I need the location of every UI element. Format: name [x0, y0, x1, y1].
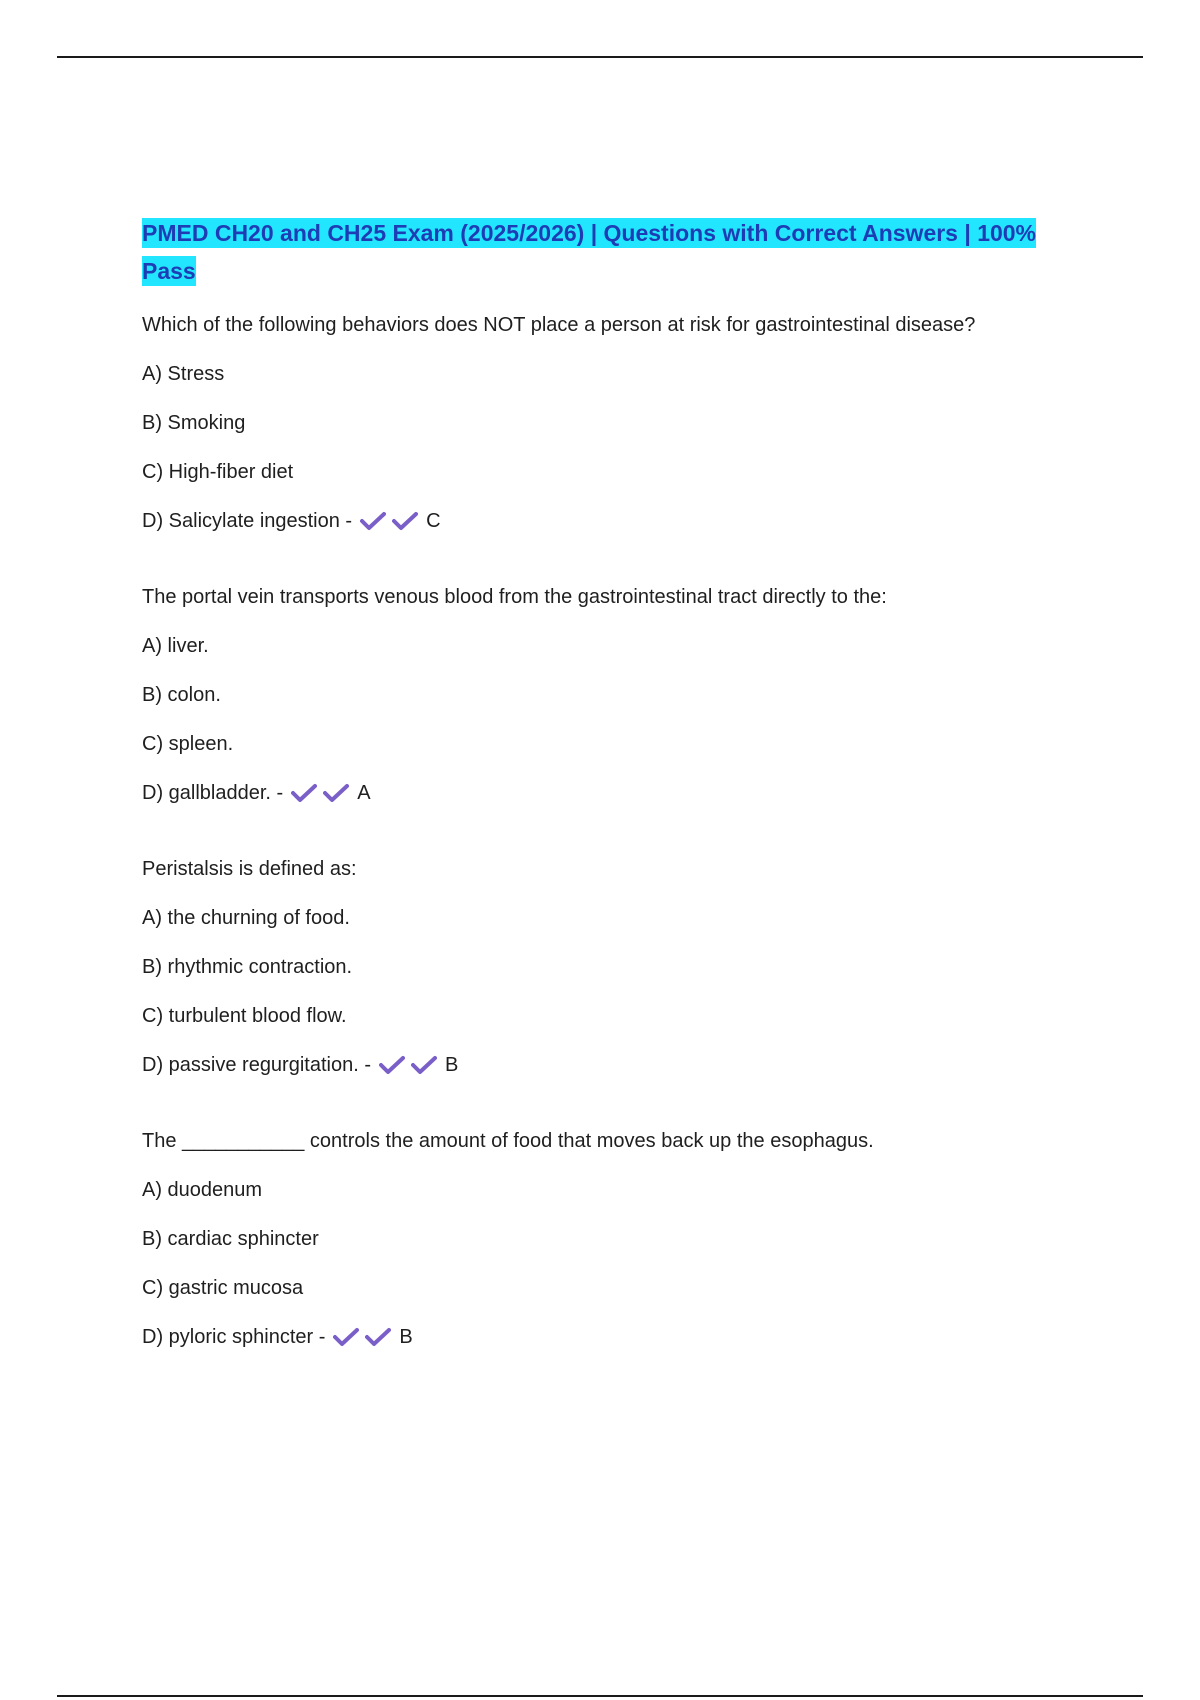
answer-checks: [333, 1324, 412, 1350]
option-a: A) liver.: [142, 635, 209, 657]
question-3: [142, 856, 1042, 1078]
option-c: C) turbulent blood flow.: [142, 1005, 347, 1027]
option-d: D) Salicylate ingestion -: [142, 510, 353, 532]
option-d-with-answer: [142, 1052, 1042, 1078]
correct-answer: B: [444, 1054, 459, 1076]
option-d-with-answer: [142, 1324, 1042, 1350]
answer-checks: [291, 780, 370, 806]
document-title: [142, 214, 1042, 290]
question-text: The ___________ controls the amount of food that moves back up the esophagus.: [142, 1130, 874, 1152]
option-d-with-answer: [142, 780, 1042, 806]
option-a: A) Stress: [142, 363, 225, 385]
option-b: B) Smoking: [142, 412, 246, 434]
checkmark-icon: [365, 1327, 391, 1347]
option-b: B) colon.: [142, 684, 221, 706]
bottom-rule: [57, 1695, 1143, 1697]
checkmark-icon: [360, 511, 386, 531]
answer-checks: [360, 508, 440, 534]
question-text: Peristalsis is defined as:: [142, 858, 357, 880]
option-c: C) High-fiber diet: [142, 461, 294, 483]
option-a: A) the churning of food.: [142, 907, 350, 929]
option-b: B) cardiac sphincter: [142, 1228, 319, 1250]
correct-answer: B: [399, 1326, 413, 1348]
top-rule: [57, 56, 1143, 58]
option-c: C) gastric mucosa: [142, 1277, 304, 1299]
title-highlight: PMED CH20 and CH25 Exam (2025/2026) | Questions with Correct Answers | 100% Pass: [142, 220, 1037, 284]
question-text: The portal vein transports venous blood from the gastrointestinal tract directly to the:: [142, 586, 887, 608]
option-d: D) pyloric sphincter -: [142, 1326, 326, 1348]
checkmark-icon: [323, 783, 349, 803]
option-d-with-answer: [142, 508, 1042, 534]
option-b: B) rhythmic contraction.: [142, 956, 353, 978]
checkmark-icon: [291, 783, 317, 803]
question-1: [142, 312, 1042, 534]
question-4: [142, 1128, 1042, 1350]
option-d: D) passive regurgitation. -: [142, 1054, 371, 1076]
checkmark-icon: [392, 511, 418, 531]
checkmark-icon: [379, 1055, 405, 1075]
option-c: C) spleen.: [142, 733, 234, 755]
correct-answer: A: [357, 782, 371, 804]
checkmark-icon: [333, 1327, 359, 1347]
answer-checks: [379, 1052, 458, 1078]
document-content: [142, 214, 1042, 1400]
correct-answer: C: [426, 510, 441, 532]
option-d: D) gallbladder. -: [142, 782, 284, 804]
option-a: A) duodenum: [142, 1179, 263, 1201]
checkmark-icon: [411, 1055, 437, 1075]
question-2: [142, 584, 1042, 806]
question-text: Which of the following behaviors does NOT place a person at risk for gastrointestinal disease?: [142, 314, 976, 336]
